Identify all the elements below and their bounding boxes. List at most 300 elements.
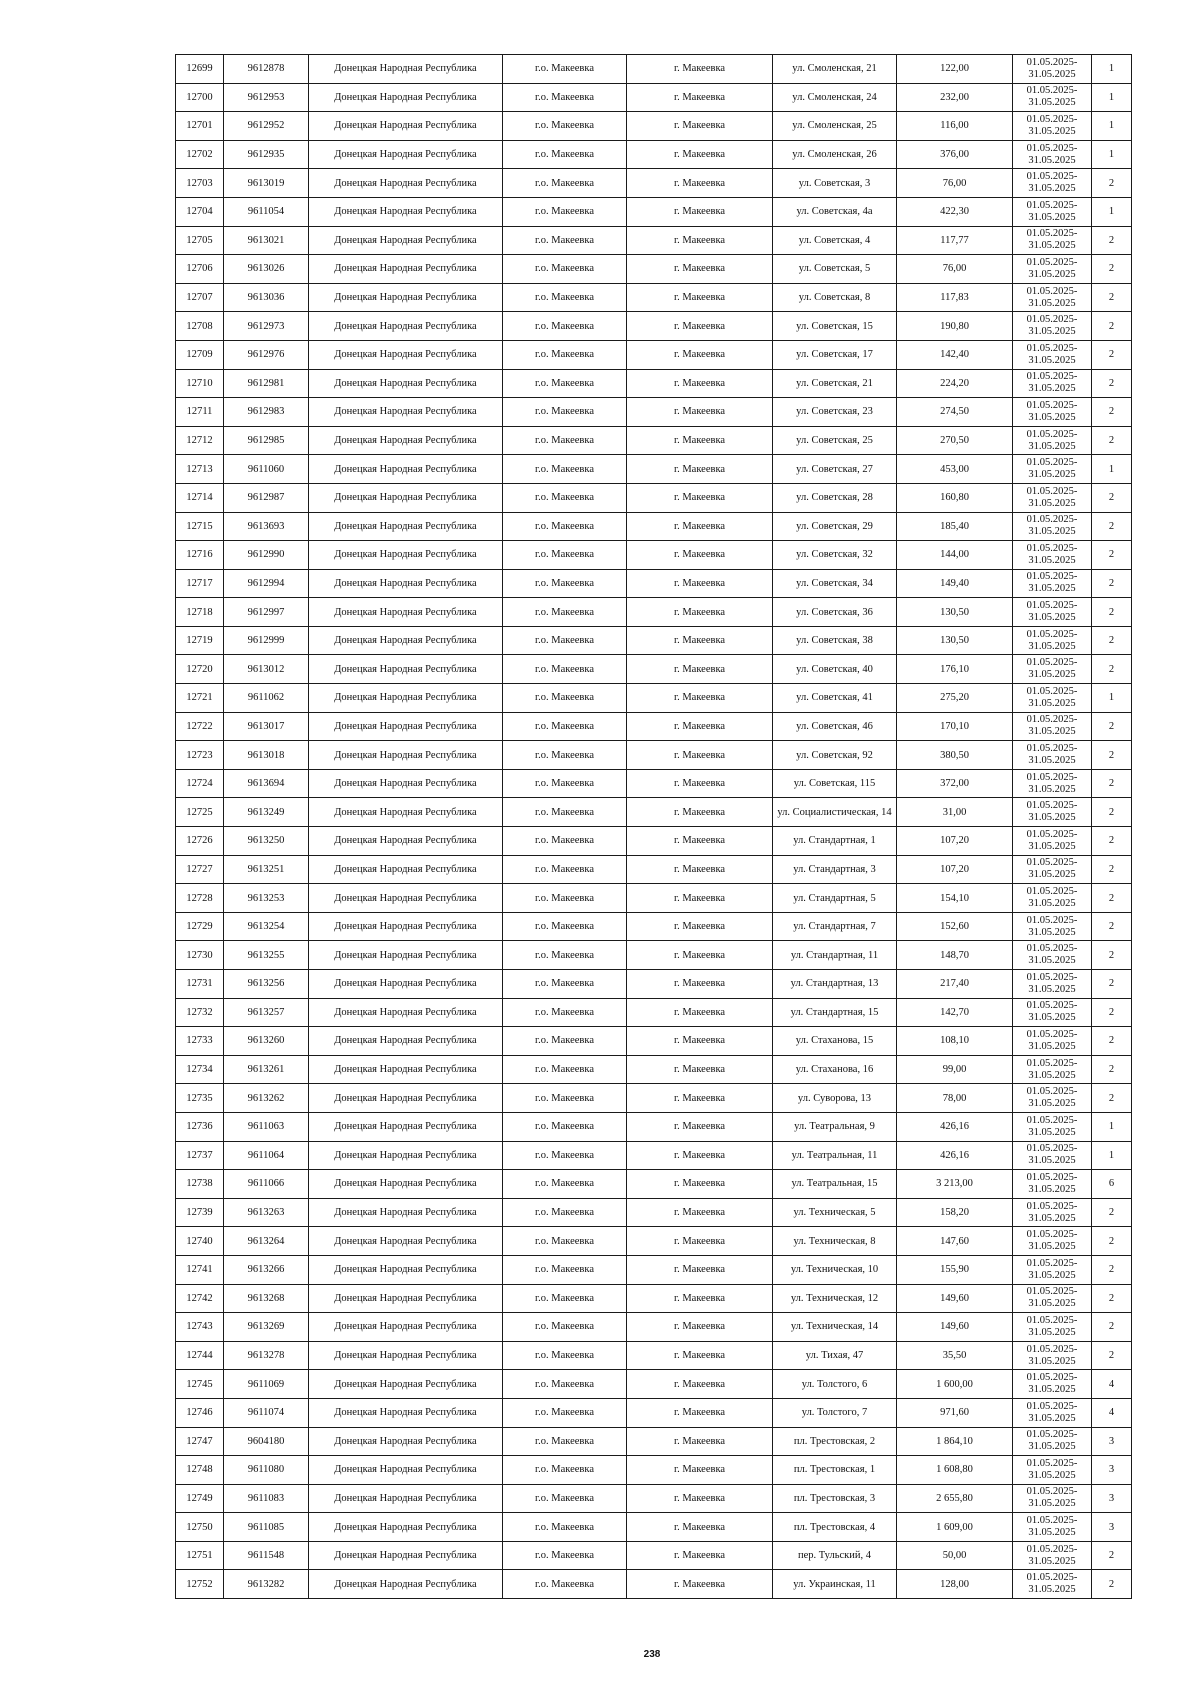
district-cell: г.о. Макеевка	[503, 884, 627, 913]
address-cell: ул. Советская, 4а	[773, 197, 897, 226]
object-code-cell: 9604180	[224, 1427, 309, 1456]
table-row	[176, 970, 1132, 999]
district-cell: г.о. Макеевка	[503, 1255, 627, 1284]
district-cell: г.о. Макеевка	[503, 426, 627, 455]
period-end: 31.05.2025	[1028, 526, 1076, 538]
period-start: 01.05.2025-	[1026, 1200, 1078, 1212]
row-number-cell: 12701	[176, 112, 224, 141]
period-start: 01.05.2025-	[1026, 1171, 1078, 1183]
period-start: 01.05.2025-	[1026, 399, 1078, 411]
district-cell: г.о. Макеевка	[503, 1141, 627, 1170]
period-start: 01.05.2025-	[1026, 714, 1078, 726]
city-cell: г. Макеевка	[627, 769, 773, 798]
city-cell: г. Макеевка	[627, 197, 773, 226]
area-cell: 122,00	[897, 55, 1013, 84]
period-end: 31.05.2025	[1028, 1183, 1076, 1195]
count-cell: 2	[1092, 1541, 1132, 1570]
city-cell: г. Макеевка	[627, 941, 773, 970]
region-cell: Донецкая Народная Республика	[309, 1227, 503, 1256]
address-cell: ул. Толстого, 7	[773, 1398, 897, 1427]
period-start: 01.05.2025-	[1026, 1086, 1078, 1098]
district-cell: г.о. Макеевка	[503, 1456, 627, 1485]
district-cell: г.о. Макеевка	[503, 1084, 627, 1113]
object-code-cell: 9613256	[224, 970, 309, 999]
city-cell: г. Макеевка	[627, 369, 773, 398]
period-start: 01.05.2025-	[1026, 514, 1078, 526]
address-cell: ул. Стандартная, 1	[773, 827, 897, 856]
address-cell: ул. Советская, 17	[773, 340, 897, 369]
period-end: 31.05.2025	[1028, 1527, 1076, 1539]
area-cell: 130,50	[897, 598, 1013, 627]
city-cell: г. Макеевка	[627, 1541, 773, 1570]
period-start: 01.05.2025-	[1026, 1457, 1078, 1469]
region-cell: Донецкая Народная Республика	[309, 541, 503, 570]
table-row	[176, 226, 1132, 255]
count-cell: 3	[1092, 1427, 1132, 1456]
period-cell	[1013, 970, 1092, 999]
district-cell: г.о. Макеевка	[503, 655, 627, 684]
row-number-cell: 12716	[176, 541, 224, 570]
object-code-cell: 9612973	[224, 312, 309, 341]
period-cell	[1013, 655, 1092, 684]
row-number-cell: 12735	[176, 1084, 224, 1113]
row-number-cell: 12726	[176, 827, 224, 856]
period-cell	[1013, 884, 1092, 913]
area-cell: 380,50	[897, 741, 1013, 770]
city-cell: г. Макеевка	[627, 83, 773, 112]
row-number-cell: 12744	[176, 1341, 224, 1370]
region-cell: Донецкая Народная Республика	[309, 255, 503, 284]
region-cell: Донецкая Народная Республика	[309, 1513, 503, 1542]
period-end: 31.05.2025	[1028, 97, 1076, 109]
period-cell	[1013, 855, 1092, 884]
district-cell: г.о. Макеевка	[503, 1170, 627, 1199]
period-cell	[1013, 684, 1092, 713]
city-cell: г. Макеевка	[627, 1570, 773, 1599]
count-cell: 2	[1092, 798, 1132, 827]
object-code-cell: 9613269	[224, 1313, 309, 1342]
period-end: 31.05.2025	[1028, 211, 1076, 223]
row-number-cell: 12718	[176, 598, 224, 627]
row-number-cell: 12749	[176, 1484, 224, 1513]
period-end: 31.05.2025	[1028, 1326, 1076, 1338]
address-cell: ул. Тихая, 47	[773, 1341, 897, 1370]
count-cell: 2	[1092, 1055, 1132, 1084]
district-cell: г.о. Макеевка	[503, 283, 627, 312]
period-cell	[1013, 1112, 1092, 1141]
address-cell: ул. Советская, 3	[773, 169, 897, 198]
city-cell: г. Макеевка	[627, 226, 773, 255]
row-number-cell: 12710	[176, 369, 224, 398]
address-cell: ул. Советская, 40	[773, 655, 897, 684]
period-start: 01.05.2025-	[1026, 85, 1078, 97]
period-start: 01.05.2025-	[1026, 1057, 1078, 1069]
count-cell: 1	[1092, 55, 1132, 84]
city-cell: г. Макеевка	[627, 741, 773, 770]
district-cell: г.о. Макеевка	[503, 140, 627, 169]
period-start: 01.05.2025-	[1026, 1028, 1078, 1040]
row-number-cell: 12707	[176, 283, 224, 312]
area-cell: 270,50	[897, 426, 1013, 455]
area-cell: 31,00	[897, 798, 1013, 827]
region-cell: Донецкая Народная Республика	[309, 312, 503, 341]
table-row	[176, 912, 1132, 941]
region-cell: Донецкая Народная Республика	[309, 626, 503, 655]
period-end: 31.05.2025	[1028, 583, 1076, 595]
period-end: 31.05.2025	[1028, 1126, 1076, 1138]
period-end: 31.05.2025	[1028, 697, 1076, 709]
address-cell: ул. Советская, 92	[773, 741, 897, 770]
count-cell: 2	[1092, 369, 1132, 398]
table-row	[176, 83, 1132, 112]
city-cell: г. Макеевка	[627, 655, 773, 684]
city-cell: г. Макеевка	[627, 855, 773, 884]
period-cell	[1013, 483, 1092, 512]
row-number-cell: 12711	[176, 398, 224, 427]
area-cell: 422,30	[897, 197, 1013, 226]
period-start: 01.05.2025-	[1026, 771, 1078, 783]
table-row	[176, 512, 1132, 541]
period-start: 01.05.2025-	[1026, 256, 1078, 268]
period-end: 31.05.2025	[1028, 469, 1076, 481]
row-number-cell: 12708	[176, 312, 224, 341]
region-cell: Донецкая Народная Республика	[309, 1284, 503, 1313]
period-end: 31.05.2025	[1028, 1241, 1076, 1253]
city-cell: г. Макеевка	[627, 684, 773, 713]
period-cell	[1013, 312, 1092, 341]
table-row	[176, 827, 1132, 856]
period-end: 31.05.2025	[1028, 326, 1076, 338]
district-cell: г.о. Макеевка	[503, 912, 627, 941]
row-number-cell: 12722	[176, 712, 224, 741]
city-cell: г. Макеевка	[627, 884, 773, 913]
period-cell	[1013, 1141, 1092, 1170]
row-number-cell: 12715	[176, 512, 224, 541]
table-row	[176, 426, 1132, 455]
area-cell: 76,00	[897, 255, 1013, 284]
object-code-cell: 9613017	[224, 712, 309, 741]
district-cell: г.о. Макеевка	[503, 512, 627, 541]
period-start: 01.05.2025-	[1026, 1000, 1078, 1012]
period-cell	[1013, 55, 1092, 84]
address-cell: ул. Суворова, 13	[773, 1084, 897, 1113]
period-cell	[1013, 255, 1092, 284]
object-code-cell: 9611074	[224, 1398, 309, 1427]
period-cell	[1013, 1341, 1092, 1370]
district-cell: г.о. Макеевка	[503, 684, 627, 713]
period-cell	[1013, 1198, 1092, 1227]
table-row	[176, 1055, 1132, 1084]
table-row	[176, 140, 1132, 169]
object-code-cell: 9613282	[224, 1570, 309, 1599]
area-cell: 117,77	[897, 226, 1013, 255]
object-code-cell: 9612983	[224, 398, 309, 427]
count-cell: 3	[1092, 1513, 1132, 1542]
object-code-cell: 9613012	[224, 655, 309, 684]
row-number-cell: 12723	[176, 741, 224, 770]
city-cell: г. Макеевка	[627, 598, 773, 627]
period-start: 01.05.2025-	[1026, 1515, 1078, 1527]
address-cell: ул. Смоленская, 26	[773, 140, 897, 169]
row-number-cell: 12705	[176, 226, 224, 255]
city-cell: г. Макеевка	[627, 1255, 773, 1284]
area-cell: 152,60	[897, 912, 1013, 941]
table-row	[176, 1170, 1132, 1199]
row-number-cell: 12736	[176, 1112, 224, 1141]
district-cell: г.о. Макеевка	[503, 855, 627, 884]
address-cell: ул. Техническая, 14	[773, 1313, 897, 1342]
region-cell: Донецкая Народная Республика	[309, 684, 503, 713]
address-cell: пл. Трестовская, 3	[773, 1484, 897, 1513]
area-cell: 142,40	[897, 340, 1013, 369]
district-cell: г.о. Макеевка	[503, 255, 627, 284]
count-cell: 6	[1092, 1170, 1132, 1199]
table-row	[176, 1227, 1132, 1256]
period-end: 31.05.2025	[1028, 154, 1076, 166]
table-row	[176, 655, 1132, 684]
period-cell	[1013, 1255, 1092, 1284]
period-start: 01.05.2025-	[1026, 857, 1078, 869]
period-end: 31.05.2025	[1028, 1298, 1076, 1310]
object-code-cell: 9613260	[224, 1027, 309, 1056]
count-cell: 2	[1092, 598, 1132, 627]
row-number-cell: 12740	[176, 1227, 224, 1256]
district-cell: г.о. Макеевка	[503, 1398, 627, 1427]
period-cell	[1013, 398, 1092, 427]
object-code-cell: 9611083	[224, 1484, 309, 1513]
table-row	[176, 197, 1132, 226]
period-end: 31.05.2025	[1028, 240, 1076, 252]
row-number-cell: 12713	[176, 455, 224, 484]
object-code-cell: 9612999	[224, 626, 309, 655]
address-cell: ул. Советская, 8	[773, 283, 897, 312]
count-cell: 2	[1092, 312, 1132, 341]
object-code-cell: 9613026	[224, 255, 309, 284]
address-cell: ул. Советская, 25	[773, 426, 897, 455]
period-start: 01.05.2025-	[1026, 1229, 1078, 1241]
period-cell	[1013, 741, 1092, 770]
region-cell: Донецкая Народная Республика	[309, 798, 503, 827]
area-cell: 149,60	[897, 1313, 1013, 1342]
period-start: 01.05.2025-	[1026, 828, 1078, 840]
region-cell: Донецкая Народная Республика	[309, 1313, 503, 1342]
city-cell: г. Макеевка	[627, 1284, 773, 1313]
district-cell: г.о. Макеевка	[503, 941, 627, 970]
period-start: 01.05.2025-	[1026, 342, 1078, 354]
period-start: 01.05.2025-	[1026, 628, 1078, 640]
area-cell: 170,10	[897, 712, 1013, 741]
address-cell: ул. Театральная, 11	[773, 1141, 897, 1170]
count-cell: 2	[1092, 1284, 1132, 1313]
count-cell: 2	[1092, 655, 1132, 684]
table-row	[176, 684, 1132, 713]
object-code-cell: 9613250	[224, 827, 309, 856]
period-end: 31.05.2025	[1028, 1012, 1076, 1024]
period-cell	[1013, 1027, 1092, 1056]
count-cell: 2	[1092, 512, 1132, 541]
city-cell: г. Макеевка	[627, 1398, 773, 1427]
period-start: 01.05.2025-	[1026, 971, 1078, 983]
row-number-cell: 12703	[176, 169, 224, 198]
object-code-cell: 9613694	[224, 769, 309, 798]
region-cell: Донецкая Народная Республика	[309, 884, 503, 913]
period-end: 31.05.2025	[1028, 1441, 1076, 1453]
region-cell: Донецкая Народная Республика	[309, 1170, 503, 1199]
table-row	[176, 312, 1132, 341]
region-cell: Донецкая Народная Республика	[309, 226, 503, 255]
period-end: 31.05.2025	[1028, 1212, 1076, 1224]
table-row	[176, 884, 1132, 913]
table-row	[176, 1255, 1132, 1284]
area-cell: 148,70	[897, 941, 1013, 970]
object-code-cell: 9611062	[224, 684, 309, 713]
region-cell: Донецкая Народная Республика	[309, 426, 503, 455]
row-number-cell: 12709	[176, 340, 224, 369]
area-cell: 217,40	[897, 970, 1013, 999]
period-start: 01.05.2025-	[1026, 228, 1078, 240]
object-code-cell: 9613249	[224, 798, 309, 827]
object-code-cell: 9613019	[224, 169, 309, 198]
address-cell: ул. Смоленская, 25	[773, 112, 897, 141]
area-cell: 50,00	[897, 1541, 1013, 1570]
address-cell: ул. Театральная, 9	[773, 1112, 897, 1141]
city-cell: г. Макеевка	[627, 1027, 773, 1056]
table-row	[176, 569, 1132, 598]
period-start: 01.05.2025-	[1026, 1372, 1078, 1384]
district-cell: г.о. Макеевка	[503, 970, 627, 999]
city-cell: г. Макеевка	[627, 512, 773, 541]
period-start: 01.05.2025-	[1026, 314, 1078, 326]
region-cell: Донецкая Народная Республика	[309, 340, 503, 369]
district-cell: г.о. Макеевка	[503, 83, 627, 112]
area-cell: 275,20	[897, 684, 1013, 713]
area-cell: 108,10	[897, 1027, 1013, 1056]
count-cell: 4	[1092, 1398, 1132, 1427]
area-cell: 76,00	[897, 169, 1013, 198]
table-row	[176, 855, 1132, 884]
district-cell: г.о. Макеевка	[503, 169, 627, 198]
table-row	[176, 255, 1132, 284]
district-cell: г.о. Макеевка	[503, 1427, 627, 1456]
period-start: 01.05.2025-	[1026, 485, 1078, 497]
district-cell: г.о. Макеевка	[503, 398, 627, 427]
district-cell: г.о. Макеевка	[503, 340, 627, 369]
table-row	[176, 1284, 1132, 1313]
region-cell: Донецкая Народная Республика	[309, 769, 503, 798]
period-cell	[1013, 1284, 1092, 1313]
city-cell: г. Макеевка	[627, 1513, 773, 1542]
object-code-cell: 9612953	[224, 83, 309, 112]
period-cell	[1013, 512, 1092, 541]
count-cell: 2	[1092, 941, 1132, 970]
period-start: 01.05.2025-	[1026, 800, 1078, 812]
object-code-cell: 9611064	[224, 1141, 309, 1170]
count-cell: 2	[1092, 1341, 1132, 1370]
period-end: 31.05.2025	[1028, 440, 1076, 452]
address-cell: ул. Советская, 29	[773, 512, 897, 541]
period-start: 01.05.2025-	[1026, 743, 1078, 755]
table-row	[176, 1398, 1132, 1427]
area-cell: 426,16	[897, 1112, 1013, 1141]
period-start: 01.05.2025-	[1026, 542, 1078, 554]
region-cell: Донецкая Народная Республика	[309, 369, 503, 398]
area-cell: 971,60	[897, 1398, 1013, 1427]
region-cell: Донецкая Народная Республика	[309, 941, 503, 970]
row-number-cell: 12741	[176, 1255, 224, 1284]
city-cell: г. Макеевка	[627, 283, 773, 312]
table-row	[176, 1341, 1132, 1370]
area-cell: 426,16	[897, 1141, 1013, 1170]
district-cell: г.о. Макеевка	[503, 541, 627, 570]
region-cell: Донецкая Народная Республика	[309, 741, 503, 770]
table-row	[176, 798, 1132, 827]
address-cell: ул. Театральная, 15	[773, 1170, 897, 1199]
period-end: 31.05.2025	[1028, 1469, 1076, 1481]
region-cell: Донецкая Народная Республика	[309, 855, 503, 884]
region-cell: Донецкая Народная Республика	[309, 827, 503, 856]
area-cell: 107,20	[897, 827, 1013, 856]
region-cell: Донецкая Народная Республика	[309, 398, 503, 427]
object-code-cell: 9613257	[224, 998, 309, 1027]
period-end: 31.05.2025	[1028, 898, 1076, 910]
period-cell	[1013, 169, 1092, 198]
period-start: 01.05.2025-	[1026, 171, 1078, 183]
district-cell: г.о. Макеевка	[503, 226, 627, 255]
address-cell: пл. Трестовская, 4	[773, 1513, 897, 1542]
address-cell: ул. Советская, 36	[773, 598, 897, 627]
period-end: 31.05.2025	[1028, 1269, 1076, 1281]
period-start: 01.05.2025-	[1026, 914, 1078, 926]
count-cell: 2	[1092, 1198, 1132, 1227]
area-cell: 1 608,80	[897, 1456, 1013, 1485]
table-row	[176, 1513, 1132, 1542]
row-number-cell: 12706	[176, 255, 224, 284]
address-cell: ул. Смоленская, 24	[773, 83, 897, 112]
city-cell: г. Макеевка	[627, 1084, 773, 1113]
address-cell: ул. Стаханова, 15	[773, 1027, 897, 1056]
address-cell: пл. Трестовская, 2	[773, 1427, 897, 1456]
area-cell: 107,20	[897, 855, 1013, 884]
area-cell: 149,40	[897, 569, 1013, 598]
object-code-cell: 9613266	[224, 1255, 309, 1284]
region-cell: Донецкая Народная Республика	[309, 1055, 503, 1084]
district-cell: г.о. Макеевка	[503, 1570, 627, 1599]
table-row	[176, 1198, 1132, 1227]
city-cell: г. Макеевка	[627, 1456, 773, 1485]
period-start: 01.05.2025-	[1026, 1429, 1078, 1441]
row-number-cell: 12727	[176, 855, 224, 884]
row-number-cell: 12748	[176, 1456, 224, 1485]
count-cell: 1	[1092, 1141, 1132, 1170]
period-end: 31.05.2025	[1028, 268, 1076, 280]
count-cell: 1	[1092, 140, 1132, 169]
row-number-cell: 12743	[176, 1313, 224, 1342]
address-cell: ул. Советская, 38	[773, 626, 897, 655]
city-cell: г. Макеевка	[627, 970, 773, 999]
address-cell: ул. Советская, 4	[773, 226, 897, 255]
count-cell: 1	[1092, 1112, 1132, 1141]
row-number-cell: 12712	[176, 426, 224, 455]
address-cell: ул. Стаханова, 16	[773, 1055, 897, 1084]
count-cell: 1	[1092, 455, 1132, 484]
city-cell: г. Макеевка	[627, 1227, 773, 1256]
address-cell: ул. Техническая, 5	[773, 1198, 897, 1227]
region-cell: Донецкая Народная Республика	[309, 998, 503, 1027]
district-cell: г.о. Макеевка	[503, 55, 627, 84]
city-cell: г. Макеевка	[627, 998, 773, 1027]
area-cell: 185,40	[897, 512, 1013, 541]
object-code-cell: 9613253	[224, 884, 309, 913]
